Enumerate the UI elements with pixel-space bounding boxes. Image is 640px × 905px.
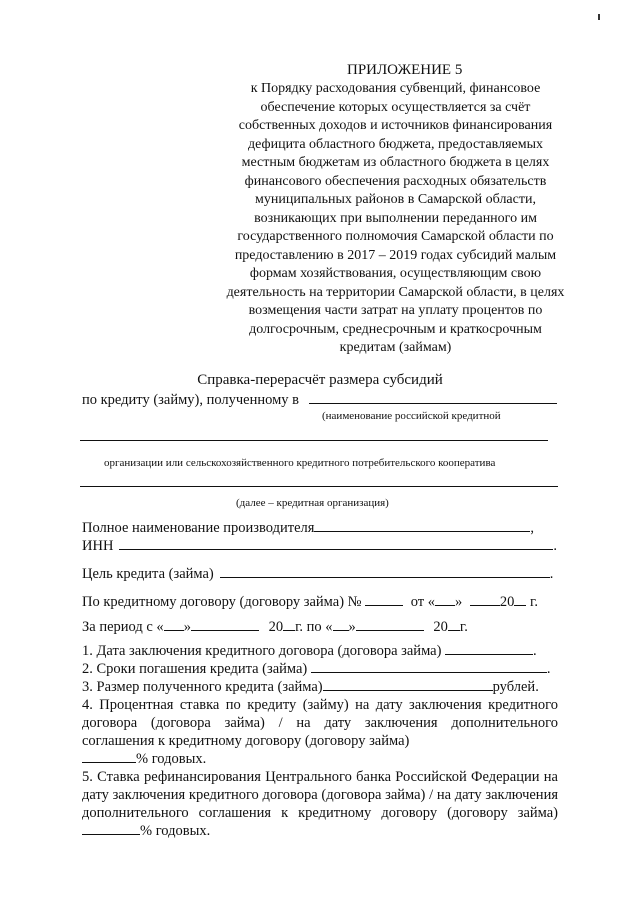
reference-title: Справка-перерасчёт размера субсидий xyxy=(197,372,443,388)
bank-name-line-3[interactable] xyxy=(80,486,558,487)
bank-name-line-2[interactable] xyxy=(80,440,548,441)
item-2: 2. Сроки погашения кредита (займа) . xyxy=(82,661,551,677)
purpose-field[interactable] xyxy=(220,577,550,578)
inn-row: ИНН . xyxy=(82,538,558,554)
further-hint: (далее – кредитная организация) xyxy=(236,497,389,509)
credit-line-label: по кредиту (займу), полученному в xyxy=(82,392,300,408)
producer-label: Полное наименование производителя xyxy=(82,520,315,536)
contract-label: По кредитному договору (договору займа) № xyxy=(82,594,362,610)
item-3: 3. Размер полученного кредита (займа) рублей. xyxy=(82,679,539,695)
credit-line xyxy=(82,392,557,409)
item-1-field[interactable] xyxy=(445,654,533,655)
org-hint: организации или сельскохозяйственного кредитного потребительского кооператива xyxy=(104,457,496,469)
contract-month-field[interactable] xyxy=(470,605,500,606)
item-4: 4. Процентная ставка по кредиту (займу) на дату заключения кредитного договора (договора займа) / на дату заключения дополнительного соглашения к кредитному договору (договору займа) % годовых. xyxy=(82,697,558,767)
purpose-row: Цель кредита (займа) . xyxy=(82,566,554,582)
contract-number-field[interactable] xyxy=(365,605,403,606)
period-day-from[interactable] xyxy=(164,630,184,631)
contract-day-field[interactable] xyxy=(435,605,455,606)
item-4-field[interactable] xyxy=(82,762,136,763)
purpose-label: Цель кредита (займа) xyxy=(82,566,214,582)
appendix-body: к Порядку расходования субвенций, финансовое обеспечение которых осуществляется за счёт собственных доходов и источников финансирования дефицита областного бюджета, предоставляемых местным бюджетам из областного бюджета в целях финансового обеспечения расходных обязательств муниципальных районов в Самарской области, возникающих при выполнении переданного им государственного полномочия Самарской области по предоставлению в 2017 – 2019 годах субсидий малым формам хозяйствования, осуществляющим свою деятельность на территории Самарской области, в целях возмещения части затрат на уплату процентов по долгосрочным, среднесрочным и краткосрочным кредитам (займам) xyxy=(226,81,565,355)
item-5-field[interactable] xyxy=(82,834,140,835)
item-1: 1. Дата заключения кредитного договора (договора займа) . xyxy=(82,643,537,659)
contract-row: По кредитному договору (договору займа) № от « » 20 г. xyxy=(82,594,538,610)
period-label: За период с « xyxy=(82,619,164,635)
bank-name-field[interactable] xyxy=(309,403,557,404)
period-row: За период с « » 20 г. по « » 20 г. xyxy=(82,619,468,635)
inn-field[interactable] xyxy=(119,549,553,550)
period-day-to[interactable] xyxy=(333,630,349,631)
item-3-field[interactable] xyxy=(323,690,493,691)
period-month-to[interactable] xyxy=(356,630,424,631)
appendix-title: ПРИЛОЖЕНИЕ 5 xyxy=(347,62,463,78)
producer-field[interactable] xyxy=(314,531,530,532)
item-5: 5. Ставка рефинансирования Центрального банка Российской Федерации на дату заключения кредитного договора (договора займа) / на дату заключения дополнительного соглашения к кредитному договору (договору займа) % годовых. xyxy=(82,769,558,839)
period-year-to[interactable] xyxy=(448,630,460,631)
inn-label: ИНН xyxy=(82,538,114,554)
producer-row: Полное наименование производителя , xyxy=(82,520,535,536)
item-2-field[interactable] xyxy=(311,672,547,673)
scan-mark xyxy=(598,14,600,20)
period-year-from[interactable] xyxy=(283,630,295,631)
contract-year-field[interactable] xyxy=(514,605,526,606)
bank-name-hint: (наименование российской кредитной xyxy=(322,410,501,422)
period-month-from[interactable] xyxy=(191,630,259,631)
